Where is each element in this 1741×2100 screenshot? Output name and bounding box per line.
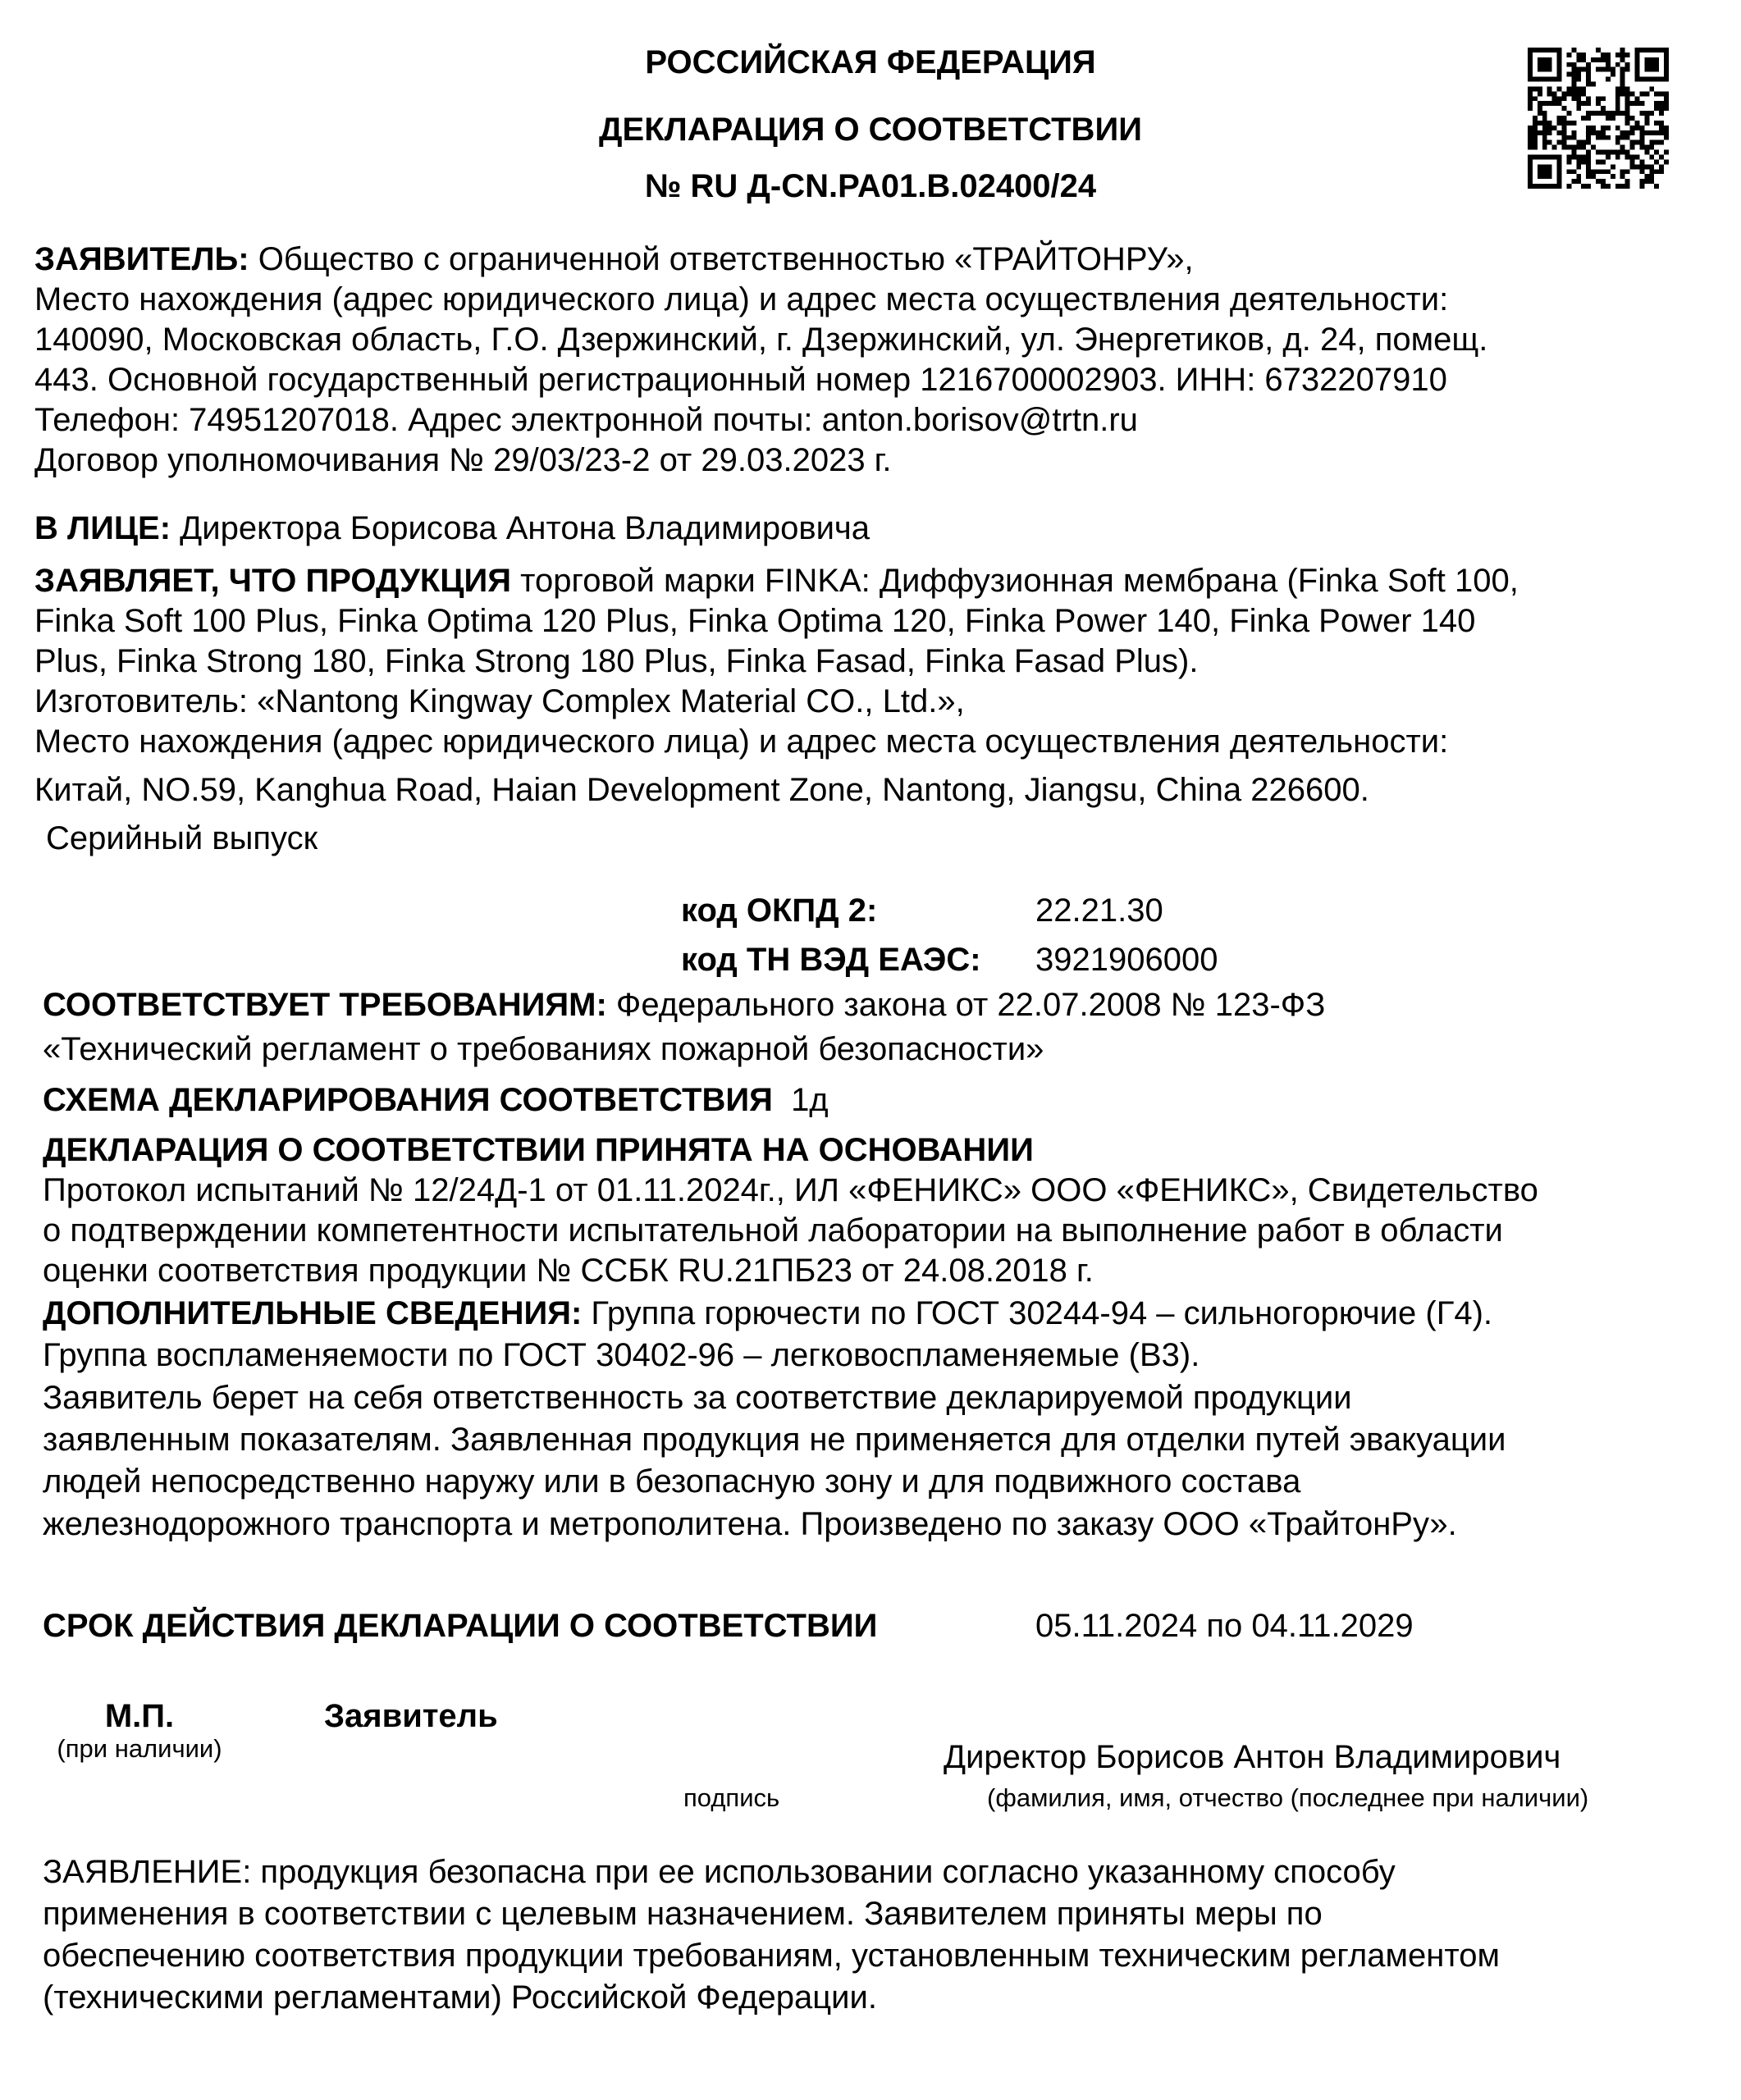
applicant-contacts: Телефон: 74951207018. Адрес электронной почты: anton.borisov@trtn.ru [34, 402, 1138, 438]
tnved-value: 3921906000 [1035, 942, 1218, 978]
applicant-registration: 443. Основной государственный регистрационный номер 1216700002903. ИНН: 6732207910 [34, 362, 1447, 398]
basis-text-line: оценки соответствия продукции № ССБК RU.21ПБ23 от 24.08.2018 г. [43, 1253, 1094, 1289]
represented-by-label: В ЛИЦЕ: [34, 510, 171, 546]
manufacturer-address: Китай, NO.59, Kanghua Road, Haian Development Zone, Nantong, Jiangsu, China 226600. [34, 772, 1369, 808]
additional-text-line: заявленным показателям. Заявленная продукция не применяется для отделки путей эвакуации [43, 1422, 1506, 1458]
basis-text-line: о подтверждении компетентности испытательной лаборатории на выполнение работ в области [43, 1212, 1503, 1249]
statement-line: применения в соответствии с целевым назначением. Заявителем приняты меры по [43, 1896, 1323, 1932]
applicant-label: ЗАЯВИТЕЛЬ: [34, 241, 249, 277]
applicant-contract: Договор уполномочивания № 29/03/23-2 от 29.03.2023 г. [34, 442, 892, 478]
additional-text-line: Заявитель берет на себя ответственность за соответствие декларируемой продукции [43, 1380, 1352, 1416]
manufacturer: Изготовитель: «Nantong Kingway Complex Material CO., Ltd.», [34, 683, 965, 719]
additional-text-line: людей непосредственно наружу или в безопасную зону и для подвижного состава [43, 1463, 1301, 1500]
applicant-name: Общество с ограниченной ответственностью «ТРАЙТОНРУ», [249, 241, 1194, 277]
statement-line: (техническими регламентами) Российской Федерации. [43, 1979, 877, 2016]
seal-note: (при наличии) [57, 1734, 222, 1763]
okpd-label: код ОКПД 2: [681, 892, 878, 929]
qr-code-icon [1528, 48, 1669, 189]
additional-flammability: Группа горючести по ГОСТ 30244-94 – сильногорючие (Г4). [582, 1295, 1493, 1331]
additional-text-line: Группа воспламеняемости по ГОСТ 30402-96 – легковоспламеняемые (В3). [43, 1337, 1200, 1373]
validity-label: СРОК ДЕЙСТВИЯ ДЕКЛАРАЦИИ О СООТВЕТСТВИИ [43, 1608, 878, 1644]
product-models-line: Plus, Finka Strong 180, Finka Strong 180 Plus, Finka Fasad, Finka Fasad Plus). [34, 643, 1199, 679]
basis-text-line: Протокол испытаний № 12/24Д-1 от 01.11.2024г., ИЛ «ФЕНИКС» ООО «ФЕНИКС», Свидетельство [43, 1172, 1538, 1208]
tnved-label: код ТН ВЭД ЕАЭС: [681, 942, 981, 978]
applicant-address-intro: Место нахождения (адрес юридического лица) и адрес места осуществления деятельности: [34, 281, 1449, 317]
represented-by-line [34, 509, 870, 549]
basis-label: ДЕКЛАРАЦИЯ О СООТВЕТСТВИИ ПРИНЯТА НА ОСНОВАНИИ [43, 1132, 1034, 1168]
product-description: торговой марки FINKA: Диффузионная мембрана (Finka Soft 100, [511, 563, 1519, 599]
applicant-signature-label: Заявитель [324, 1698, 498, 1734]
applicant-address: 140090, Московская область, Г.О. Дзержинский, г. Дзержинский, ул. Энергетиков, д. 24, помещ. [34, 322, 1488, 358]
statement-line: обеспечению соответствия продукции требованиям, установленным техническим регламентом [43, 1938, 1500, 1974]
signer-note: (фамилия, имя, отчество (последнее при наличии) [987, 1783, 1589, 1812]
country-title: РОССИЙСКАЯ ФЕДЕРАЦИЯ [645, 44, 1096, 80]
requirements-line [43, 985, 1325, 1025]
scheme-label: СХЕМА ДЕКЛАРИРОВАНИЯ СООТВЕТСТВИЯ [43, 1082, 773, 1118]
document-number: № RU Д-CN.PA01.B.02400/24 [644, 168, 1097, 204]
product-models-line: Finka Soft 100 Plus, Finka Optima 120 Plus, Finka Optima 120, Finka Power 140, Finka Power 140 [34, 603, 1476, 639]
scheme-value: 1д [791, 1082, 829, 1118]
manufacturer-address-intro: Место нахождения (адрес юридического лица) и адрес места осуществления деятельности: [34, 724, 1449, 760]
represented-by-value: Директора Борисова Антона Владимировича [171, 510, 870, 546]
serial-production: Серийный выпуск [46, 820, 318, 856]
requirements-regulation: «Технический регламент о требованиях пожарной безопасности» [43, 1031, 1044, 1067]
signer-name: Директор Борисов Антон Владимирович [944, 1739, 1561, 1775]
additional-line [43, 1294, 1492, 1334]
statement-line: ЗАЯВЛЕНИЕ: продукция безопасна при ее использовании согласно указанному способу [43, 1854, 1396, 1890]
seal-label: М.П. [104, 1698, 175, 1734]
additional-label: ДОПОЛНИТЕЛЬНЫЕ СВЕДЕНИЯ: [43, 1295, 583, 1331]
scheme-line [43, 1080, 829, 1121]
document-title: ДЕКЛАРАЦИЯ О СООТВЕТСТВИИ [599, 112, 1142, 148]
product-label: ЗАЯВЛЯЕТ, ЧТО ПРОДУКЦИЯ [34, 563, 511, 599]
applicant-line [34, 240, 1194, 280]
okpd-value: 22.21.30 [1035, 892, 1163, 929]
requirements-law: Федерального закона от 22.07.2008 № 123-ФЗ [606, 987, 1326, 1023]
product-line [34, 561, 1519, 601]
requirements-label: СООТВЕТСТВУЕТ ТРЕБОВАНИЯМ: [43, 987, 607, 1023]
validity-value: 05.11.2024 по 04.11.2029 [1035, 1608, 1414, 1644]
additional-text-line: железнодорожного транспорта и метрополитена. Произведено по заказу ООО «ТрайтонРу». [43, 1506, 1457, 1542]
signature-note: подпись [683, 1783, 780, 1812]
